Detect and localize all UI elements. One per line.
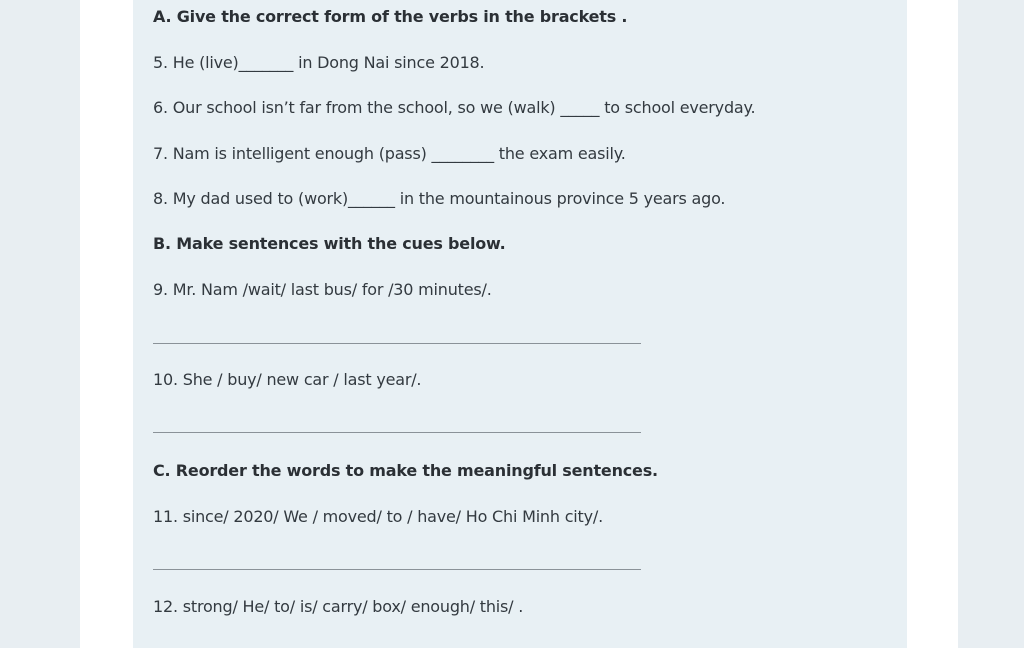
question-12: 12. strong/ He/ to/ is/ carry/ box/ enough/ this/ . — [153, 597, 524, 616]
question-6: 6. Our school isn’t far from the school, so we (walk) _____ to school everyday. — [153, 98, 756, 117]
question-8: 8. My dad used to (work)______ in the mountainous province 5 years ago. — [153, 189, 726, 208]
answer-line-10 — [153, 432, 641, 433]
question-5: 5. He (live)_______ in Dong Nai since 2018. — [153, 53, 485, 72]
question-9: 9. Mr. Nam /wait/ last bus/ for /30 minutes/. — [153, 280, 492, 299]
section-b-heading: B. Make sentences with the cues below. — [153, 234, 506, 253]
question-7: 7. Nam is intelligent enough (pass) ________ the exam easily. — [153, 144, 626, 163]
answer-line-11 — [153, 569, 641, 570]
section-c-heading: C. Reorder the words to make the meaningful sentences. — [153, 461, 658, 480]
question-11: 11. since/ 2020/ We / moved/ to / have/ Ho Chi Minh city/. — [153, 507, 603, 526]
answer-line-9 — [153, 343, 641, 344]
question-10: 10. She / buy/ new car / last year/. — [153, 370, 422, 389]
section-a-heading: A. Give the correct form of the verbs in the brackets . — [153, 7, 628, 26]
